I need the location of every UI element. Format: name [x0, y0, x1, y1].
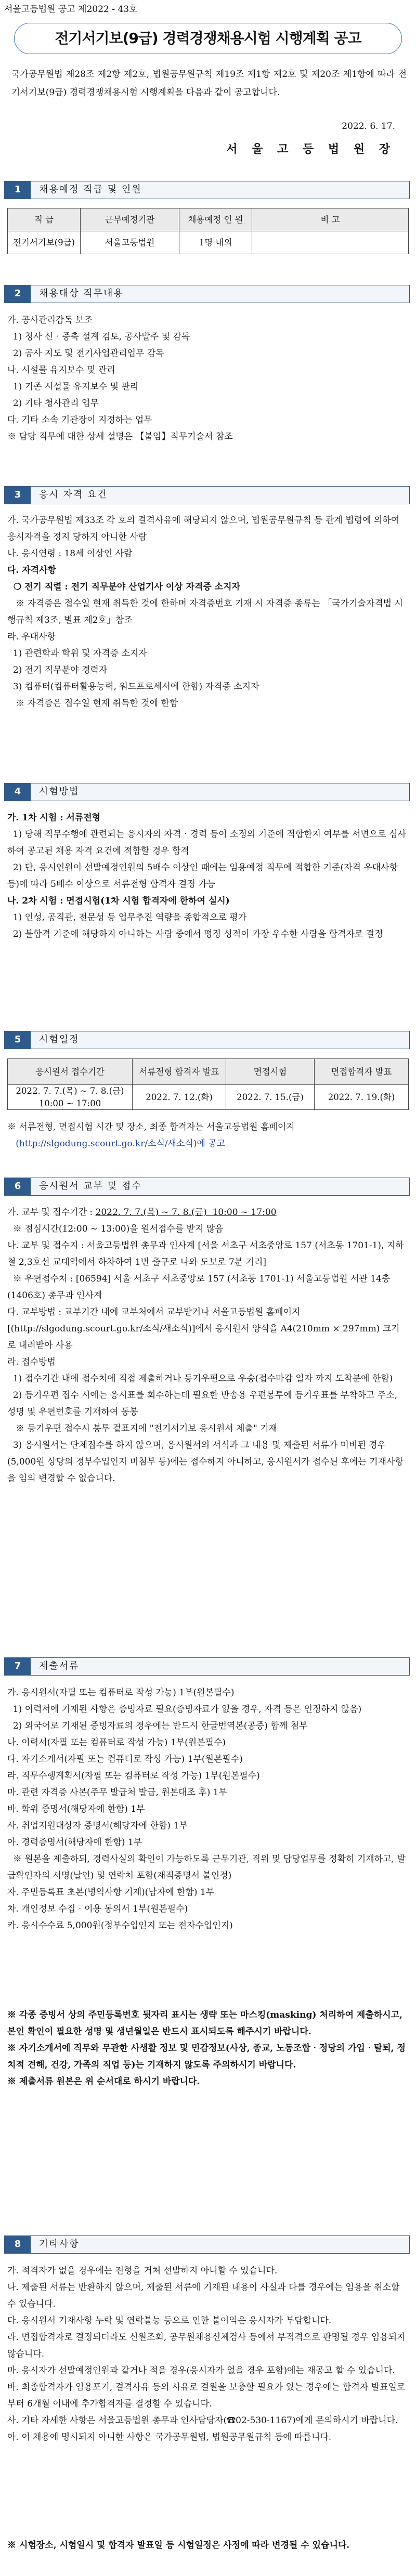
- section-header: [4, 1178, 410, 1196]
- duties-list: [7, 312, 408, 445]
- list-item: ※ 자격증은 접수일 현재 취득한 것에 한하며 자격증번호 기재 시 자격증 종류는 「국가기술자격법 시행규칙 제3조, 별표 제2호」참조: [7, 598, 403, 625]
- list-item: 나. 교부 및 접수지 : 서울고등법원 총무과 인사계 [서울 서초구 서초중앙로 157 (서초동 1701-1), 지하철 2,3호선 교대역에서 하차하여 1번 출구로 나와 도보로 7분 거리]: [7, 1240, 404, 1267]
- section-title: 시험방법: [31, 783, 409, 801]
- table-header: 비 고: [252, 208, 409, 231]
- section-title: 채용대상 직무내용: [31, 285, 409, 303]
- list-item: 1) 이력서에 기재된 사항은 증빙자료 필요(증빙자료가 없을 경우, 자격 등은 인정하지 않음): [7, 1704, 362, 1715]
- announce-date: 2022. 6. 17.: [342, 121, 395, 132]
- table-header: 응시원서 접수기간: [8, 1059, 133, 1085]
- list-item: 사. 기타 자세한 사항은 서울고등법원 총무과 인사담당자(☎02-530-1167)에게 문의하시기 바랍니다.: [7, 2415, 398, 2426]
- section-title: 제출서류: [31, 1658, 409, 1675]
- positions-table: [7, 208, 409, 254]
- section-number: 8: [5, 2236, 31, 2253]
- table-cell: 서울고등법원: [81, 231, 179, 254]
- section-number: 1: [5, 181, 31, 199]
- list-item: 라. 직무수행계획서(자필 또는 컴퓨터로 작성 가능) 1부(원본필수): [7, 1771, 260, 1781]
- list-item: 2) 불합격 기준에 해당하지 아니하는 사람 중에서 평정 성적이 가장 우수한 사람을 합격자로 결정: [7, 929, 383, 939]
- list-item: 아. 경력증명서(해당자에 한함) 1부: [7, 1837, 142, 1848]
- note-text: ※ 각종 증빙서 상의 주민등록번호 뒷자리 표시는 생략 또는 마스킹(masking) 처리하여 제출하시고, 본인 확인이 필요한 성명 및 생년월일은 반드시 표시되도록 해주시기 바랍니다.: [7, 2010, 406, 2037]
- table-header: 채용예정 인 원: [179, 208, 252, 231]
- table-row: [8, 1085, 409, 1110]
- list-item: 나. 2차 시험 : 면접시험(1차 시험 합격자에 한하여 실시): [7, 896, 230, 906]
- table-header: 서류전형 합격자 발표: [133, 1059, 226, 1085]
- section-number: 7: [5, 1658, 31, 1675]
- homepage-link[interactable]: (http://slgodung.scourt.go.kr/소식/새소식)에 공고: [7, 1139, 226, 1149]
- misc-notes: [7, 2537, 408, 2554]
- list-item: 나. 제출된 서류는 반환하지 않으며, 제출된 서류에 기재된 내용이 사실과 다를 경우에는 임용을 취소할 수 있습니다.: [7, 2282, 402, 2309]
- table-cell: 전기서기보(9급): [8, 231, 81, 254]
- schedule-table: [7, 1058, 409, 1110]
- note-text: ※ 제출서류 원본은 위 순서대로 하시기 바랍니다.: [7, 2076, 200, 2087]
- application-list: [7, 1204, 408, 1487]
- list-item: 1) 인성, 공직관, 전문성 등 업무추진 역량을 종합적으로 평가: [7, 912, 247, 923]
- list-item: 사. 취업지원대상자 증명서(해당자에 한함) 1부: [7, 1821, 188, 1831]
- list-item: 1) 접수기간 내에 접수처에 직접 제출하거나 등기우편으로 우송(접수마감 일자 까지 도착분에 한함): [7, 1374, 393, 1384]
- exam-method-list: [7, 809, 408, 943]
- table-header: 근무예정기관: [81, 208, 179, 231]
- section-number: 3: [5, 487, 31, 504]
- section-header: [4, 1657, 410, 1676]
- list-item: ※ 담당 직무에 대한 상세 설명은 【붙임】직무기술서 참조: [7, 431, 233, 442]
- list-item: 나. 응시연령 : 18세 이상인 사람: [7, 548, 133, 559]
- section-title: 채용예정 직급 및 인원: [31, 181, 409, 199]
- list-item: 2) 외국어로 기재된 증빙자료의 경우에는 반드시 한글번역본(공증) 함께 첨부: [7, 1721, 308, 1731]
- list-item: 나. 이력서(자필 또는 컴퓨터로 작성 가능) 1부(원본필수): [7, 1737, 226, 1748]
- table-header: 면접합격자 발표: [315, 1059, 409, 1085]
- list-item: 1) 당해 직무수행에 관련되는 응시자의 자격‧경력 등이 소정의 기준에 적합한지 여부를 서면으로 심사하여 공고된 채용 자격 요건에 적합할 경우 합격: [7, 829, 406, 856]
- table-cell: 2022. 7. 12.(화): [133, 1085, 226, 1110]
- section-number: 4: [5, 783, 31, 801]
- list-item: 2) 기타 청사관리 업무: [7, 398, 99, 409]
- section-header: [4, 2235, 410, 2254]
- list-item: ※ 점심시간(12:00 ~ 13:00)을 원서접수를 받지 않음: [7, 1224, 224, 1234]
- list-item: 라. 면접합격자로 결정되더라도 신원조회, 공무원채용신체검사 등에서 부적격으로 판명될 경우 임용되지 않습니다.: [7, 2332, 408, 2359]
- list-item: 2) 단, 응시인원이 선발예정인원의 5배수 이상인 때에는 임용예정 직무에 적합한 기준(자격 우대사항 등)에 따라 5배수 이상으로 서류전형 합격자 결정 가능: [7, 862, 401, 890]
- section-header: [4, 285, 410, 303]
- list-item: 가. 국가공무원법 제33조 각 호의 결격사유에 해당되지 않으며, 법원공무원규칙 등 관계 법령에 의하여 응시자격을 정지 당하지 아니한 사람: [7, 515, 402, 542]
- table-header: 면접시험: [226, 1059, 315, 1085]
- table-row: [8, 231, 409, 254]
- list-item: 가. 적격자가 없을 경우에는 전형을 거쳐 선발하지 아니할 수 있습니다.: [7, 2266, 278, 2276]
- list-item: 3) 응시원서는 단체접수를 하지 않으며, 응시원서의 서식과 그 내용 및 제출된 서류가 미비된 경우(5,000원 상당의 정부수입인지 미첨부 등)에는 접수하지 아니하고, 응시원서가 접수된 후에는 기재사항을 임의 변경할 수 없습니다.: [7, 1440, 404, 1484]
- section-title: 응시원서 교부 및 접수: [31, 1178, 409, 1195]
- table-cell: 2022. 7. 19.(화): [315, 1085, 409, 1110]
- section-title: 시험일정: [31, 1031, 409, 1049]
- list-item: 1) 관련학과 학위 및 자격증 소지자: [7, 648, 147, 659]
- list-item: ❍ 전기 직렬 : 전기 직무분야 산업기사 이상 자격증 소지자: [7, 582, 240, 592]
- list-item: 아. 이 채용에 명시되지 아니한 사항은 국가공무원법, 법원공무원규칙 등에 따릅니다.: [7, 2432, 332, 2442]
- list-item: 마. 응시자가 선발예정인원과 같거나 적을 경우(응시자가 없을 경우 포함)에는 재공고 할 수 있습니다.: [7, 2365, 395, 2376]
- section-header: [4, 783, 410, 801]
- notice-number: 서울고등법원 공고 제2022 - 43호: [4, 4, 138, 15]
- list-item: 다. 자기소개서(자필 또는 컴퓨터로 작성 가능) 1부(원본필수): [7, 1754, 243, 1764]
- eligibility-list: [7, 512, 408, 712]
- table-cell: [252, 231, 409, 254]
- list-item: 카. 응시수수료 5,000원(정부수입인지 또는 전자수입인지): [7, 1920, 233, 1931]
- list-item: 바. 최종합격자가 임용포기, 결격사유 등의 사유로 결원을 보충할 필요가 있는 경우에는 합격자 발표일로부터 6개월 이내에 추가합격자를 결정할 수 있습니다.: [7, 2382, 406, 2409]
- intro-paragraph: 국가공무원법 제28조 제2항 제2호, 법원공무원규칙 제19조 제1항 제2호 및 제20조 제1항에 따라 전기서기보(9급) 경력경쟁채용시험 시행계획을 다음과 같이 공고합니다.: [11, 69, 407, 98]
- misc-list: [7, 2263, 408, 2446]
- section-header: [4, 1031, 410, 1049]
- list-item: 가. 응시원서(자필 또는 컴퓨터로 작성 가능) 1부(원본필수): [7, 1688, 235, 1698]
- section-header: [4, 181, 410, 199]
- list-item: 나. 시설물 유지보수 및 관리: [7, 365, 115, 375]
- note-text: ※ 자기소개서에 직무와 무관한 사생활 정보 및 민감정보(사상, 종교, 노동조합‧정당의 가입‧탈퇴, 정치적 견해, 건강, 가족의 직업 등)는 기재하지 않도록 주의하시기 바랍니다.: [7, 2043, 406, 2070]
- list-item: ※ 우편접수처 : [06594] 서울 서초구 서초중앙로 157 (서초동 1701-1) 서울고등법원 서관 14층(1406호) 총무과 인사계: [7, 1274, 391, 1301]
- schedule-notes: [7, 1119, 408, 1152]
- list-item: 2) 등기우편 접수 시에는 응시표를 회수하는데 필요한 반송용 우편봉투에 등기우표를 부착하고 주소, 성명 및 우편번호를 기재하여 동봉: [7, 1390, 400, 1417]
- documents-list: [7, 1684, 408, 1934]
- list-item: 2) 공사 지도 및 전기사업관리업무 감독: [7, 348, 164, 359]
- note-text: ※ 시험장소, 시험일시 및 합격자 발표일 등 시험일정은 사정에 따라 변경될 수 있습니다.: [7, 2540, 350, 2551]
- section-number: 2: [5, 285, 31, 303]
- section-header: [4, 486, 410, 504]
- note-text: ※ 서류전형, 면접시험 시간 및 장소, 최종 합격자는 서울고등법원 홈페이지: [7, 1122, 295, 1132]
- table-cell: 1명 내외: [179, 231, 252, 254]
- list-item: 가. 공사관리감독 보조: [7, 315, 93, 325]
- period-label: 가. 교부 및 접수기간 :: [7, 1207, 96, 1218]
- documents-notes: [7, 2007, 408, 2090]
- list-item: 다. 자격사항: [7, 565, 56, 576]
- list-item: 다. 교부방법 : 교부기간 내에 교부처에서 교부받거나 서울고등법원 홈페이지 [(http://slgodung.scourt.go.kr/소식/새소식)]에서 응시원서 양식을 A4(210mm × 297mm) 크기로 내려받아 사용: [7, 1307, 400, 1351]
- table-header: 직 급: [8, 208, 81, 231]
- list-item: 가. 1차 시험 : 서류전형: [7, 813, 101, 823]
- title-box: [14, 23, 402, 54]
- section-title: 기타사항: [31, 2236, 409, 2253]
- list-item: 라. 우대사항: [7, 632, 56, 642]
- page-title: 전기서기보(9급) 경력경쟁채용시험 시행계획 공고: [55, 30, 361, 47]
- table-cell: 2022. 7. 7.(목) ~ 7. 8.(금) 10:00 ~ 17:00: [8, 1085, 133, 1110]
- section-title: 응시 자격 요건: [31, 487, 409, 504]
- list-item: ※ 원본을 제출하되, 경력사실의 확인이 가능하도록 근무기관, 직위 및 담당업무를 정확히 기재하고, 발급확인자의 서명(날인) 및 연락처 포함(재직증명서 불인정): [7, 1854, 406, 1881]
- period-value: 2022. 7. 7.(목) ~ 7. 8.(금) 10:00 ~ 17:00: [95, 1207, 277, 1218]
- list-item: 마. 관련 자격증 사본(주무 발급처 발급, 원본대조 후) 1부: [7, 1787, 227, 1798]
- list-item: ※ 자격증은 접수일 현재 취득한 것에 한함: [7, 698, 178, 709]
- list-item: 다. 응시원서 기재사항 누락 및 연락불능 등으로 인한 불이익은 응시자가 부담합니다.: [7, 2316, 332, 2326]
- list-item: 1) 기존 시설물 유지보수 및 관리: [7, 382, 139, 392]
- list-item: 차. 개인정보 수집‧이용 동의서 1부(원본필수): [7, 1904, 188, 1914]
- list-item: 1) 청사 신‧증축 설계 검토, 공사발주 및 감독: [7, 332, 190, 342]
- list-item: 2) 전기 직무분야 경력자: [7, 665, 108, 675]
- list-item: 다. 기타 소속 기관장이 지정하는 업무: [7, 415, 152, 425]
- section-number: 5: [5, 1031, 31, 1049]
- list-item: 라. 접수방법: [7, 1357, 56, 1367]
- issuing-org: 서 울 고 등 법 원 장: [226, 142, 395, 156]
- section-number: 6: [5, 1178, 31, 1195]
- list-item: ※ 등기우편 접수시 봉투 겉표지에 "전기서기보 응시원서 제출" 기재: [7, 1423, 278, 1434]
- list-item: 자. 주민등록표 초본(병역사항 기재)(남자에 한함) 1부: [7, 1887, 215, 1898]
- table-cell: 2022. 7. 15.(금): [226, 1085, 315, 1110]
- list-item: 3) 컴퓨터(컴퓨터활용능력, 워드프로세서에 한함) 자격증 소지자: [7, 682, 259, 692]
- list-item: 바. 학위 증명서(해당자에 한함) 1부: [7, 1804, 145, 1814]
